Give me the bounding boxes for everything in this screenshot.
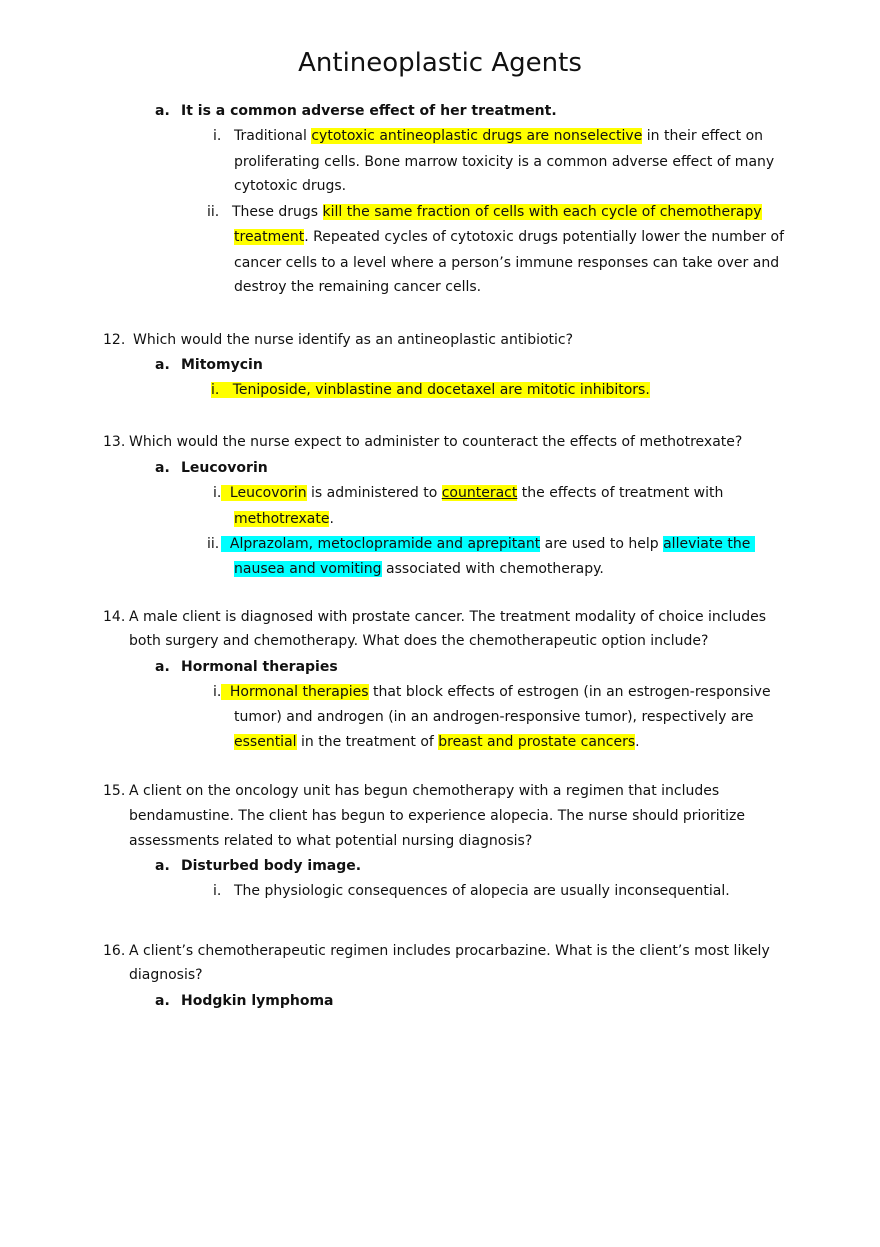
answer-label: a. — [155, 659, 170, 675]
rationale-line — [221, 682, 771, 702]
question-text: bendamustine. The client has begun to experience alopecia. The nurse should prioritize — [129, 808, 745, 824]
highlighted-text: nausea and vomiting — [234, 561, 382, 577]
rationale-line: cancer cells to a level where a person’s immune responses can take over and — [234, 255, 780, 271]
question-number: 14. — [103, 609, 126, 625]
rationale-line: destroy the remaining cancer cells. — [234, 279, 482, 295]
question-text: both surgery and chemotherapy. What does the chemotherapeutic option include? — [129, 633, 709, 649]
question-text: A client on the oncology unit has begun chemotherapy with a regimen that includes — [129, 783, 720, 799]
rationale-text: in the treatment of — [296, 734, 439, 750]
answer-text: Mitomycin — [181, 357, 263, 373]
rationale-line — [232, 202, 762, 222]
answer-text: Hodgkin lymphoma — [181, 993, 334, 1009]
answer-label: a. — [155, 357, 170, 373]
question-text: Which would the nurse identify as an antineoplastic antibiotic? — [133, 332, 574, 348]
rationale-text: the effects of treatment with — [517, 485, 724, 501]
rationale-text: that block effects of estrogen (in an estrogen-responsive — [368, 684, 771, 700]
question-number: 15. — [103, 783, 126, 799]
question-text: assessments related to what potential nursing diagnosis? — [129, 833, 533, 849]
page-title: Antineoplastic Agents — [298, 48, 582, 78]
rationale-text: are used to help — [540, 536, 664, 552]
rationale-text: These drugs — [232, 204, 323, 220]
rationale-text: associated with chemotherapy. — [381, 561, 604, 577]
rationale-line — [234, 732, 640, 752]
question-text: diagnosis? — [129, 967, 203, 983]
rationale-text: Traditional — [234, 128, 312, 144]
question-text: Which would the nurse expect to administer to counteract the effects of methotrexate? — [129, 434, 743, 450]
rationale-label: i. — [213, 128, 222, 144]
rationale-text: in their effect on — [642, 128, 764, 144]
rationale-text: . — [329, 511, 334, 527]
question-number: 12. — [103, 332, 126, 348]
question-number: 16. — [103, 943, 126, 959]
rationale-line — [221, 534, 755, 554]
highlighted-text: Teniposide, vinblastine and docetaxel are mitotic inhibitors. — [232, 382, 650, 398]
answer-text: Hormonal therapies — [181, 659, 338, 675]
answer-text: It is a common adverse effect of her treatment. — [181, 103, 557, 119]
highlighted-text: kill the same fraction of cells with each cycle of chemotherapy — [322, 204, 762, 220]
question-number: 13. — [103, 434, 126, 450]
rationale-label: ii. — [207, 204, 220, 220]
rationale-line: The physiologic consequences of alopecia are usually inconsequential. — [234, 883, 730, 899]
question-text: A male client is diagnosed with prostate cancer. The treatment modality of choice includes — [129, 609, 767, 625]
answer-label: a. — [155, 858, 170, 874]
answer-text: Disturbed body image. — [181, 858, 362, 874]
highlighted-text: treatment — [234, 229, 305, 245]
rationale-line: cytotoxic drugs. — [234, 178, 347, 194]
rationale-line: tumor) and androgen (in an androgen-responsive tumor), respectively are — [234, 709, 754, 725]
rationale-line — [234, 126, 763, 146]
highlighted-text: breast and prostate cancers — [438, 734, 636, 750]
highlighted-text: Leucovorin — [229, 485, 307, 501]
rationale-label: i. — [211, 382, 220, 398]
rationale-label: ii. — [207, 536, 220, 552]
highlighted-text: alleviate the — [663, 536, 751, 552]
highlighted-text: counteract — [441, 485, 518, 501]
highlighted-text: methotrexate — [234, 511, 330, 527]
rationale-text: is administered to — [306, 485, 442, 501]
answer-label: a. — [155, 460, 170, 476]
highlighted-text: essential — [234, 734, 297, 750]
rationale-line — [234, 227, 784, 247]
rationale-label: i. — [213, 883, 222, 899]
rationale-label: i. — [213, 485, 222, 501]
highlighted-text: cytotoxic antineoplastic drugs are nonselective — [311, 128, 643, 144]
rationale-text: . Repeated cycles of cytotoxic drugs potentially lower the number of — [304, 229, 785, 245]
rationale-text: . — [635, 734, 640, 750]
rationale-line — [234, 509, 334, 529]
rationale-line — [211, 380, 650, 400]
answer-text: Leucovorin — [181, 460, 268, 476]
rationale-line: proliferating cells. Bone marrow toxicity is a common adverse effect of many — [234, 154, 775, 170]
answer-label: a. — [155, 103, 170, 119]
highlighted-text: Alprazolam, metoclopramide and aprepitant — [229, 536, 541, 552]
rationale-label: i. — [213, 684, 222, 700]
question-text: A client’s chemotherapeutic regimen includes procarbazine. What is the client’s most likely — [129, 943, 770, 959]
rationale-line — [221, 483, 723, 503]
answer-label: a. — [155, 993, 170, 1009]
highlighted-text: Hormonal therapies — [229, 684, 369, 700]
rationale-line — [234, 559, 604, 579]
